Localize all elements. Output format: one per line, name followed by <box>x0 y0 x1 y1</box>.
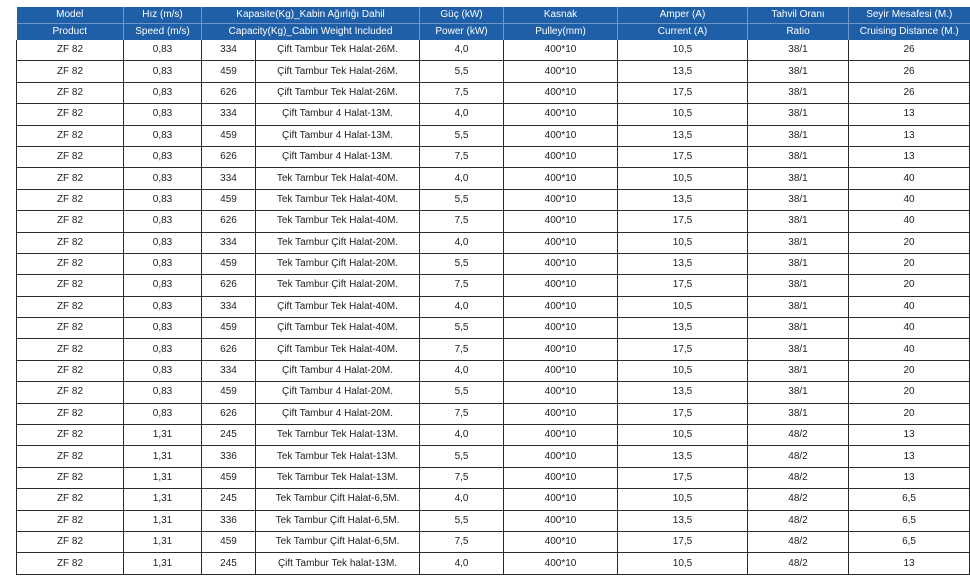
power-cell: 5,5 <box>420 382 504 403</box>
model-cell: ZF 82 <box>17 446 124 467</box>
col-capacity-tr: Kapasite(Kg)_Kabin Ağırlığı Dahil <box>202 7 420 24</box>
pulley-cell: 400*10 <box>504 382 618 403</box>
model-cell: ZF 82 <box>17 425 124 446</box>
configuration-cell: Çift Tambur 4 Halat-13M. <box>256 104 420 125</box>
current-cell: 13,5 <box>618 61 748 82</box>
col-pulley-tr: Kasnak <box>504 7 618 24</box>
table-row <box>17 168 970 189</box>
pulley-cell: 400*10 <box>504 40 618 61</box>
model-cell: ZF 82 <box>17 339 124 360</box>
speed-cell: 1,31 <box>124 489 202 510</box>
distance-cell: 40 <box>849 211 970 232</box>
configuration-cell: Tek Tambur Tek Halat-13M. <box>256 425 420 446</box>
ratio-cell: 38/1 <box>748 104 849 125</box>
ratio-cell: 38/1 <box>748 296 849 317</box>
speed-cell: 0,83 <box>124 146 202 167</box>
col-capacity-en: Capacity(Kg)_Cabin Weight Included <box>202 24 420 41</box>
pulley-cell: 400*10 <box>504 61 618 82</box>
model-cell: ZF 82 <box>17 531 124 552</box>
current-cell: 10,5 <box>618 104 748 125</box>
speed-cell: 0,83 <box>124 296 202 317</box>
speed-cell: 1,31 <box>124 553 202 574</box>
table-header <box>17 7 970 40</box>
power-cell: 7,5 <box>420 211 504 232</box>
model-cell: ZF 82 <box>17 211 124 232</box>
ratio-cell: 48/2 <box>748 467 849 488</box>
current-cell: 17,5 <box>618 146 748 167</box>
power-cell: 7,5 <box>420 467 504 488</box>
power-cell: 7,5 <box>420 403 504 424</box>
col-speed-en: Speed (m/s) <box>124 24 202 41</box>
current-cell: 10,5 <box>618 168 748 189</box>
pulley-cell: 400*10 <box>504 489 618 510</box>
table-row <box>17 403 970 424</box>
current-cell: 13,5 <box>618 318 748 339</box>
model-cell: ZF 82 <box>17 146 124 167</box>
distance-cell: 13 <box>849 425 970 446</box>
ratio-cell: 38/1 <box>748 318 849 339</box>
ratio-cell: 48/2 <box>748 553 849 574</box>
model-cell: ZF 82 <box>17 253 124 274</box>
distance-cell: 6,5 <box>849 489 970 510</box>
ratio-cell: 48/2 <box>748 531 849 552</box>
model-cell: ZF 82 <box>17 403 124 424</box>
col-ratio-en: Ratio <box>748 24 849 41</box>
col-distance-en: Cruising Distance (M.) <box>849 24 970 41</box>
model-cell: ZF 82 <box>17 467 124 488</box>
power-cell: 4,0 <box>420 489 504 510</box>
configuration-cell: Tek Tambur Tek Halat-40M. <box>256 189 420 210</box>
distance-cell: 20 <box>849 403 970 424</box>
ratio-cell: 48/2 <box>748 510 849 531</box>
header-row-tr <box>17 7 970 24</box>
current-cell: 17,5 <box>618 467 748 488</box>
distance-cell: 40 <box>849 168 970 189</box>
capacity-cell: 334 <box>202 296 256 317</box>
power-cell: 4,0 <box>420 360 504 381</box>
model-cell: ZF 82 <box>17 82 124 103</box>
table-row <box>17 425 970 446</box>
configuration-cell: Tek Tambur Tek Halat-13M. <box>256 446 420 467</box>
pulley-cell: 400*10 <box>504 211 618 232</box>
ratio-cell: 38/1 <box>748 189 849 210</box>
model-cell: ZF 82 <box>17 61 124 82</box>
pulley-cell: 400*10 <box>504 82 618 103</box>
distance-cell: 20 <box>849 360 970 381</box>
distance-cell: 26 <box>849 82 970 103</box>
ratio-cell: 48/2 <box>748 489 849 510</box>
power-cell: 5,5 <box>420 318 504 339</box>
model-cell: ZF 82 <box>17 296 124 317</box>
pulley-cell: 400*10 <box>504 403 618 424</box>
pulley-cell: 400*10 <box>504 125 618 146</box>
configuration-cell: Çift Tambur Tek Halat-26M. <box>256 40 420 61</box>
table-row <box>17 382 970 403</box>
pulley-cell: 400*10 <box>504 296 618 317</box>
capacity-cell: 626 <box>202 275 256 296</box>
capacity-cell: 334 <box>202 104 256 125</box>
model-cell: ZF 82 <box>17 318 124 339</box>
current-cell: 13,5 <box>618 382 748 403</box>
capacity-cell: 334 <box>202 168 256 189</box>
col-pulley-en: Pulley(mm) <box>504 24 618 41</box>
table-row <box>17 318 970 339</box>
speed-cell: 0,83 <box>124 360 202 381</box>
header-row-en <box>17 24 970 41</box>
configuration-cell: Tek Tambur Çift Halat-6,5M. <box>256 489 420 510</box>
configuration-cell: Çift Tambur 4 Halat-20M. <box>256 403 420 424</box>
model-cell: ZF 82 <box>17 553 124 574</box>
table-row <box>17 467 970 488</box>
capacity-cell: 459 <box>202 318 256 339</box>
power-cell: 4,0 <box>420 232 504 253</box>
current-cell: 17,5 <box>618 531 748 552</box>
power-cell: 5,5 <box>420 61 504 82</box>
configuration-cell: Tek Tambur Çift Halat-20M. <box>256 253 420 274</box>
table-row <box>17 553 970 574</box>
col-power-tr: Güç (kW) <box>420 7 504 24</box>
model-cell: ZF 82 <box>17 40 124 61</box>
configuration-cell: Tek Tambur Tek Halat-13M. <box>256 467 420 488</box>
pulley-cell: 400*10 <box>504 553 618 574</box>
distance-cell: 13 <box>849 146 970 167</box>
capacity-cell: 245 <box>202 425 256 446</box>
configuration-cell: Tek Tambur Çift Halat-6,5M. <box>256 510 420 531</box>
model-cell: ZF 82 <box>17 510 124 531</box>
pulley-cell: 400*10 <box>504 275 618 296</box>
current-cell: 10,5 <box>618 232 748 253</box>
capacity-cell: 459 <box>202 61 256 82</box>
power-cell: 5,5 <box>420 510 504 531</box>
model-cell: ZF 82 <box>17 232 124 253</box>
ratio-cell: 38/1 <box>748 82 849 103</box>
table-row <box>17 146 970 167</box>
capacity-cell: 245 <box>202 553 256 574</box>
model-cell: ZF 82 <box>17 275 124 296</box>
current-cell: 10,5 <box>618 360 748 381</box>
power-cell: 5,5 <box>420 189 504 210</box>
speed-cell: 0,83 <box>124 168 202 189</box>
spec-table-container <box>16 7 959 577</box>
model-cell: ZF 82 <box>17 360 124 381</box>
speed-cell: 0,83 <box>124 382 202 403</box>
ratio-cell: 38/1 <box>748 61 849 82</box>
configuration-cell: Çift Tambur 4 Halat-13M. <box>256 146 420 167</box>
configuration-cell: Tek Tambur Çift Halat-20M. <box>256 232 420 253</box>
pulley-cell: 400*10 <box>504 339 618 360</box>
distance-cell: 13 <box>849 446 970 467</box>
ratio-cell: 38/1 <box>748 403 849 424</box>
ratio-cell: 38/1 <box>748 275 849 296</box>
distance-cell: 6,5 <box>849 510 970 531</box>
table-row <box>17 211 970 232</box>
col-current-tr: Amper (A) <box>618 7 748 24</box>
pulley-cell: 400*10 <box>504 146 618 167</box>
model-cell: ZF 82 <box>17 189 124 210</box>
capacity-cell: 336 <box>202 510 256 531</box>
speed-cell: 0,83 <box>124 211 202 232</box>
distance-cell: 20 <box>849 232 970 253</box>
current-cell: 13,5 <box>618 253 748 274</box>
capacity-cell: 626 <box>202 211 256 232</box>
ratio-cell: 38/1 <box>748 125 849 146</box>
distance-cell: 26 <box>849 40 970 61</box>
speed-cell: 0,83 <box>124 318 202 339</box>
capacity-cell: 334 <box>202 232 256 253</box>
table-row <box>17 189 970 210</box>
ratio-cell: 38/1 <box>748 211 849 232</box>
capacity-cell: 459 <box>202 531 256 552</box>
model-cell: ZF 82 <box>17 168 124 189</box>
capacity-cell: 626 <box>202 146 256 167</box>
col-model-en: Product <box>17 24 124 41</box>
table-row <box>17 104 970 125</box>
table-row <box>17 82 970 103</box>
capacity-cell: 459 <box>202 467 256 488</box>
speed-cell: 0,83 <box>124 104 202 125</box>
capacity-cell: 245 <box>202 489 256 510</box>
power-cell: 5,5 <box>420 125 504 146</box>
power-cell: 7,5 <box>420 146 504 167</box>
ratio-cell: 38/1 <box>748 146 849 167</box>
current-cell: 10,5 <box>618 40 748 61</box>
table-row <box>17 125 970 146</box>
speed-cell: 0,83 <box>124 253 202 274</box>
current-cell: 10,5 <box>618 296 748 317</box>
speed-cell: 0,83 <box>124 82 202 103</box>
model-cell: ZF 82 <box>17 125 124 146</box>
speed-cell: 0,83 <box>124 232 202 253</box>
distance-cell: 13 <box>849 125 970 146</box>
current-cell: 17,5 <box>618 211 748 232</box>
power-cell: 7,5 <box>420 531 504 552</box>
distance-cell: 20 <box>849 382 970 403</box>
pulley-cell: 400*10 <box>504 168 618 189</box>
pulley-cell: 400*10 <box>504 425 618 446</box>
current-cell: 10,5 <box>618 553 748 574</box>
power-cell: 4,0 <box>420 104 504 125</box>
current-cell: 17,5 <box>618 82 748 103</box>
ratio-cell: 48/2 <box>748 446 849 467</box>
speed-cell: 0,83 <box>124 339 202 360</box>
capacity-cell: 626 <box>202 339 256 360</box>
col-power-en: Power (kW) <box>420 24 504 41</box>
configuration-cell: Çift Tambur 4 Halat-20M. <box>256 360 420 381</box>
speed-cell: 0,83 <box>124 125 202 146</box>
power-cell: 5,5 <box>420 446 504 467</box>
distance-cell: 13 <box>849 553 970 574</box>
speed-cell: 0,83 <box>124 275 202 296</box>
power-cell: 4,0 <box>420 168 504 189</box>
configuration-cell: Çift Tambur Tek Halat-26M. <box>256 61 420 82</box>
power-cell: 5,5 <box>420 253 504 274</box>
current-cell: 17,5 <box>618 403 748 424</box>
capacity-cell: 626 <box>202 403 256 424</box>
configuration-cell: Tek Tambur Çift Halat-6,5M. <box>256 531 420 552</box>
pulley-cell: 400*10 <box>504 318 618 339</box>
ratio-cell: 38/1 <box>748 360 849 381</box>
speed-cell: 1,31 <box>124 510 202 531</box>
configuration-cell: Çift Tambur Tek halat-13M. <box>256 553 420 574</box>
table-row <box>17 446 970 467</box>
speed-cell: 0,83 <box>124 189 202 210</box>
speed-cell: 1,31 <box>124 425 202 446</box>
distance-cell: 40 <box>849 339 970 360</box>
capacity-cell: 334 <box>202 360 256 381</box>
capacity-cell: 459 <box>202 253 256 274</box>
col-model-tr: Model <box>17 7 124 24</box>
table-row <box>17 296 970 317</box>
distance-cell: 26 <box>849 61 970 82</box>
pulley-cell: 400*10 <box>504 253 618 274</box>
table-row <box>17 275 970 296</box>
distance-cell: 40 <box>849 296 970 317</box>
speed-cell: 1,31 <box>124 531 202 552</box>
current-cell: 13,5 <box>618 189 748 210</box>
table-row <box>17 40 970 61</box>
pulley-cell: 400*10 <box>504 467 618 488</box>
pulley-cell: 400*10 <box>504 104 618 125</box>
col-distance-tr: Seyir Mesafesi (M.) <box>849 7 970 24</box>
distance-cell: 13 <box>849 104 970 125</box>
pulley-cell: 400*10 <box>504 510 618 531</box>
capacity-cell: 336 <box>202 446 256 467</box>
distance-cell: 13 <box>849 467 970 488</box>
distance-cell: 6,5 <box>849 531 970 552</box>
col-current-en: Current (A) <box>618 24 748 41</box>
model-cell: ZF 82 <box>17 489 124 510</box>
pulley-cell: 400*10 <box>504 232 618 253</box>
power-cell: 7,5 <box>420 82 504 103</box>
power-cell: 4,0 <box>420 425 504 446</box>
configuration-cell: Çift Tambur Tek Halat-40M. <box>256 339 420 360</box>
ratio-cell: 38/1 <box>748 382 849 403</box>
table-row <box>17 360 970 381</box>
table-row <box>17 232 970 253</box>
ratio-cell: 48/2 <box>748 425 849 446</box>
configuration-cell: Tek Tambur Çift Halat-20M. <box>256 275 420 296</box>
power-cell: 4,0 <box>420 296 504 317</box>
power-cell: 4,0 <box>420 40 504 61</box>
configuration-cell: Tek Tambur Tek Halat-40M. <box>256 211 420 232</box>
configuration-cell: Çift Tambur Tek Halat-40M. <box>256 296 420 317</box>
capacity-cell: 459 <box>202 382 256 403</box>
pulley-cell: 400*10 <box>504 531 618 552</box>
table-row <box>17 61 970 82</box>
table-row <box>17 489 970 510</box>
power-cell: 7,5 <box>420 339 504 360</box>
configuration-cell: Tek Tambur Tek Halat-40M. <box>256 168 420 189</box>
configuration-cell: Çift Tambur Tek Halat-26M. <box>256 82 420 103</box>
speed-cell: 0,83 <box>124 61 202 82</box>
table-row <box>17 253 970 274</box>
pulley-cell: 400*10 <box>504 189 618 210</box>
current-cell: 10,5 <box>618 489 748 510</box>
table-row <box>17 339 970 360</box>
table-row <box>17 510 970 531</box>
current-cell: 10,5 <box>618 425 748 446</box>
pulley-cell: 400*10 <box>504 360 618 381</box>
capacity-cell: 459 <box>202 125 256 146</box>
table-body <box>17 40 970 574</box>
distance-cell: 40 <box>849 318 970 339</box>
model-cell: ZF 82 <box>17 382 124 403</box>
speed-cell: 0,83 <box>124 40 202 61</box>
ratio-cell: 38/1 <box>748 40 849 61</box>
model-cell: ZF 82 <box>17 104 124 125</box>
pulley-cell: 400*10 <box>504 446 618 467</box>
current-cell: 17,5 <box>618 339 748 360</box>
capacity-cell: 459 <box>202 189 256 210</box>
speed-cell: 1,31 <box>124 446 202 467</box>
ratio-cell: 38/1 <box>748 339 849 360</box>
speed-cell: 0,83 <box>124 403 202 424</box>
speed-cell: 1,31 <box>124 467 202 488</box>
table-row <box>17 531 970 552</box>
current-cell: 13,5 <box>618 446 748 467</box>
configuration-cell: Çift Tambur 4 Halat-13M. <box>256 125 420 146</box>
current-cell: 13,5 <box>618 510 748 531</box>
ratio-cell: 38/1 <box>748 253 849 274</box>
capacity-cell: 626 <box>202 82 256 103</box>
col-speed-tr: Hız (m/s) <box>124 7 202 24</box>
ratio-cell: 38/1 <box>748 232 849 253</box>
ratio-cell: 38/1 <box>748 168 849 189</box>
current-cell: 17,5 <box>618 275 748 296</box>
configuration-cell: Çift Tambur Tek Halat-40M. <box>256 318 420 339</box>
capacity-cell: 334 <box>202 40 256 61</box>
power-cell: 7,5 <box>420 275 504 296</box>
col-ratio-tr: Tahvil Oranı <box>748 7 849 24</box>
spec-table <box>16 7 970 575</box>
distance-cell: 20 <box>849 275 970 296</box>
distance-cell: 40 <box>849 189 970 210</box>
distance-cell: 20 <box>849 253 970 274</box>
current-cell: 13,5 <box>618 125 748 146</box>
configuration-cell: Çift Tambur 4 Halat-20M. <box>256 382 420 403</box>
power-cell: 4,0 <box>420 553 504 574</box>
